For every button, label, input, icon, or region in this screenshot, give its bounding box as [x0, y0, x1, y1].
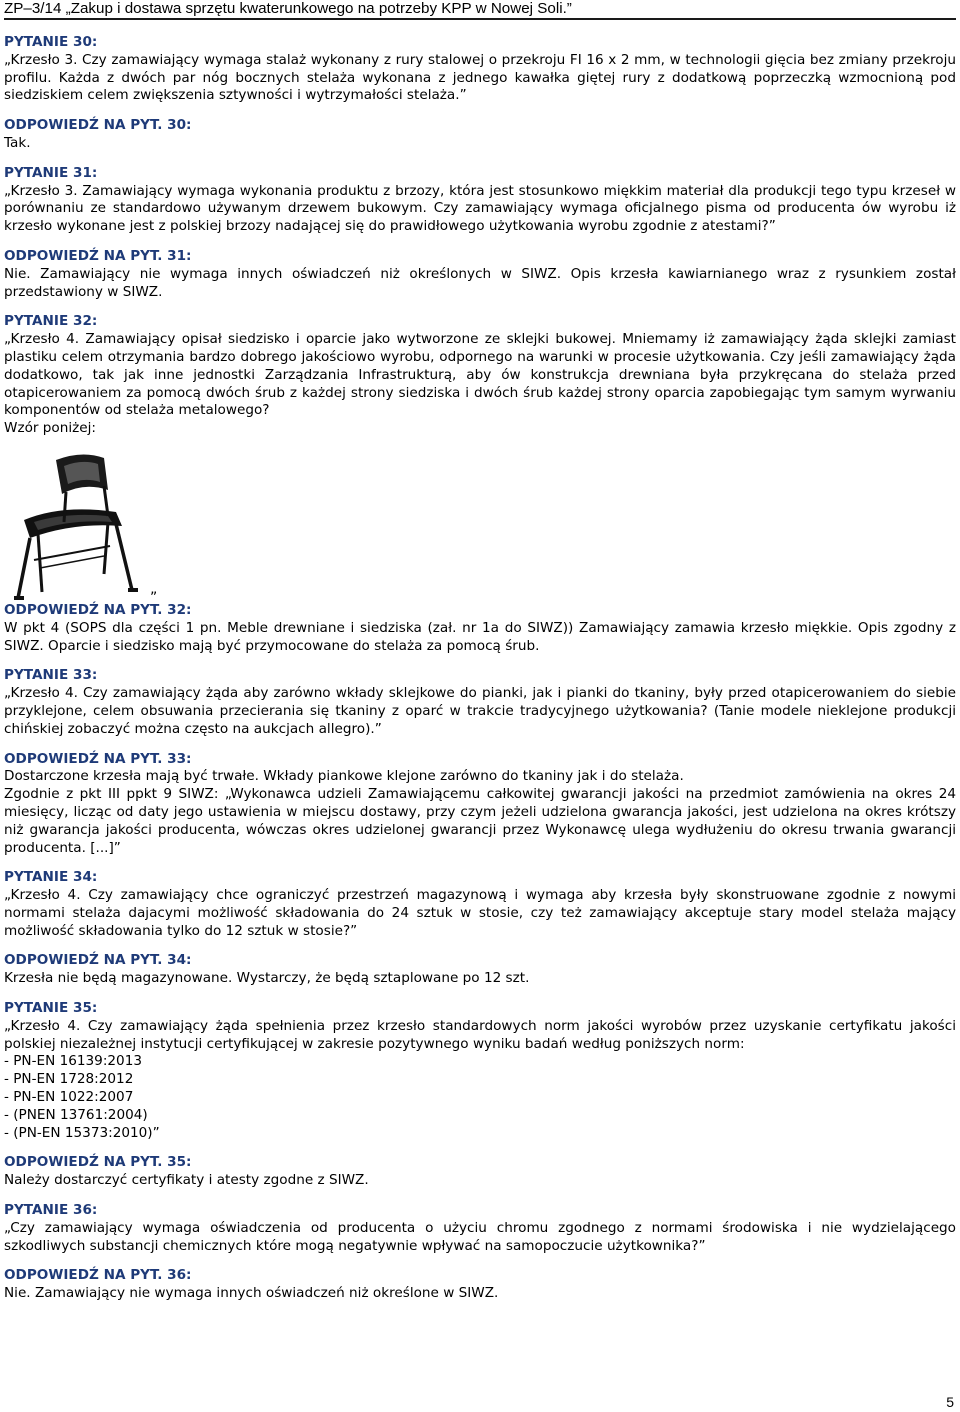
- chair-illustration: [4, 442, 164, 606]
- page-number: 5: [946, 1394, 954, 1410]
- answer-35-label: ODPOWIEDŹ NA PYT. 35:: [4, 1154, 192, 1171]
- norms-list: [4, 1053, 956, 1142]
- question-35-label: PYTANIE 35:: [4, 1000, 98, 1017]
- answer-32-text: W pkt 4 (SOPS dla części 1 pn. Meble drewniane i siedziska (zał. nr 1a do SIWZ)) Zamawiający zamawia krzesło miękkie. Opis zgodny z SIWZ. Oparcie i siedzisko mają być przymocowane do stelaża za pomocą śrub.: [4, 619, 956, 654]
- question-30-label: PYTANIE 30:: [4, 34, 98, 50]
- question-32-pattern: Wzór poniżej:: [4, 420, 96, 437]
- question-36: [4, 1202, 956, 1303]
- answer-36-text: Nie. Zamawiający nie wymaga innych oświadczeń niż określone w SIWZ.: [4, 1285, 499, 1302]
- question-31: [4, 165, 956, 302]
- question-33: [4, 667, 956, 857]
- answer-34-label: ODPOWIEDŹ NA PYT. 34:: [4, 952, 192, 969]
- norm-item: - (PNEN 13761:2004): [4, 1106, 148, 1123]
- page-header: ZP–3/14 „Zakup i dostawa sprzętu kwaterunkowego na potrzeby KPP w Nowej Soli.”: [4, 0, 956, 20]
- question-32-close-quote: ”: [150, 589, 158, 606]
- norm-item: - PN-EN 1728:2012: [4, 1071, 134, 1088]
- answer-30-text: Tak.: [4, 134, 31, 151]
- question-34-text: „Krzesło 4. Czy zamawiający chce ograniczyć przestrzeń magazynową i wymaga aby krzesła były skonstruowane zgodnie z nowymi normami stelaża dajacymi możliwość składowania do 24 sztuk w stosie, czy też zamawiający akceptuje stary model stelaża mający możliwość składowania tylko do 12 sztuk w stosie?”: [4, 887, 956, 939]
- question-35-text: „Krzesło 4. Czy zamawiający żąda spełnienia przez krzesło standardowych norm jakości wyrobów przez uzyskanie certyfikatu jakości polskiej niezależnej instytucji certyfikującej w zakresie pozytywnego wyniku badań według poniższych norm:: [4, 1017, 956, 1052]
- answer-32-label: ODPOWIEDŹ NA PYT. 32:: [4, 601, 192, 618]
- question-30: [4, 34, 956, 153]
- answer-30-label: ODPOWIEDŹ NA PYT. 30:: [4, 117, 192, 134]
- question-31-label: PYTANIE 31:: [4, 164, 98, 181]
- answer-31-label: ODPOWIEDŹ NA PYT. 31:: [4, 247, 192, 264]
- question-34: [4, 869, 956, 988]
- question-34-label: PYTANIE 34:: [4, 869, 98, 886]
- question-36-label: PYTANIE 36:: [4, 1202, 98, 1219]
- answer-36-label: ODPOWIEDŹ NA PYT. 36:: [4, 1267, 192, 1284]
- question-32-label: PYTANIE 32:: [4, 313, 98, 330]
- question-33-text: „Krzesło 4. Czy zamawiający żąda aby zarówno wkłady sklejkowe do pianki, jak i pianki do tkaniny, były przed otapicerowaniem do siebie przyklejone, celem obsuwania przecierania się tkaniny z oparć w trakcie tradycyjnego użytkowania? (Tanie modele nieklejone produkcji chińskiej zobaczyć można często na aukcjach allegro).”: [4, 685, 956, 737]
- question-33-label: PYTANIE 33:: [4, 667, 98, 684]
- norm-item: - (PN-EN 15373:2010)”: [4, 1124, 160, 1141]
- chair-drawing: [4, 442, 164, 602]
- question-32-text: „Krzesło 4. Zamawiający opisał siedzisko i oparcie jako wytworzone ze sklejki bukowej. Mniemamy iż zamawiający żąda sklejki zamiast plastiku celem otrzymania bardzo dobrego jakościowo wyrobu, odpornego na warunki w procesie użytkowania. Czy jeśli zamawiający żąda dodatkowo, tak jak inne jednostki Zarządzania Infrastrukturą, aby ów konstrukcja drewniana była przykręcana do stelaża przed otapicerowaniem za pomocą dwóch śrub z każdej strony siedziska i dwóch śrub każdej strony oparcia zapobiegając tym samym wyrwaniu komponentów od stelaża metalowego?: [4, 331, 956, 419]
- norm-item: - PN-EN 1022:2007: [4, 1089, 134, 1106]
- question-31-text: „Krzesło 3. Zamawiający wymaga wykonania produktu z brzozy, która jest stosunkowo miękkim materiał dla produkcji tego typu krzeseł w porównaniu ze standardowo używanym drzewem bukowym. Czy zamawiający wymaga oficjalnego pisma od producenta ów wyrobu iż krzesło wykonane jest z polskiej brzozy nadającej się do prawidłowego użytkowania wyrobu zgodnie z atestami?”: [4, 182, 956, 235]
- answer-34-text: Krzesła nie będą magazynowane. Wystarczy, że będą sztaplowane po 12 szt.: [4, 970, 530, 987]
- question-32: [4, 313, 956, 655]
- question-35: [4, 1000, 956, 1190]
- question-36-text: „Czy zamawiający wymaga oświadczenia od producenta o użyciu chromu zgodnego z normami środowiska i nie wydzielającego szkodliwych substancji chemicznych które mogą negatywnie wpływać na samopoczucie użytkownika?”: [4, 1219, 956, 1254]
- answer-33-text-1: Dostarczone krzesła mają być trwałe. Wkłady piankowe klejone zarówno do tkaniny jak i do stelaża.: [4, 768, 684, 785]
- answer-35-text: Należy dostarczyć certyfikaty i atesty zgodne z SIWZ.: [4, 1172, 369, 1189]
- question-30-text: „Krzesło 3. Czy zamawiający wymaga stalaż wykonany z rury stalowej o przekroju FI 16 x 2 mm, w technologii gięcia bez zmiany przekroju profilu. Każda z dwóch par nóg bocznych stelaża wykonana z jednego kawałka giętej rury z dodatkową poprzeczką wzmocnioną pod siedziskiem celem zwiększenia sztywności i wytrzymałości stelaża.”: [4, 51, 956, 104]
- answer-31-text: Nie. Zamawiający nie wymaga innych oświadczeń niż określonych w SIWZ. Opis krzesła kawiarnianego wraz z rysunkiem został przedstawiony w SIWZ.: [4, 265, 956, 300]
- document-body: [4, 34, 956, 1303]
- norm-item: - PN-EN 16139:2013: [4, 1053, 142, 1070]
- answer-33-label: ODPOWIEDŹ NA PYT. 33:: [4, 750, 192, 767]
- answer-33-text-2: Zgodnie z pkt III ppkt 9 SIWZ: „Wykonawca udzieli Zamawiającemu całkowitej gwarancji jakości na przedmiot zamówienia na okres 24 miesięcy, licząc od daty jego ustawienia w miejscu dostawy, przy czym jeżeli udzielona gwarancja jakości, jest udzielona na okres krótszy niż gwarancja jakości producenta, wówczas okres udzielonej gwarancji przez Wykonawcę ulega wydłużeniu do okresu trwania gwarancji producenta. [...]”: [4, 786, 956, 856]
